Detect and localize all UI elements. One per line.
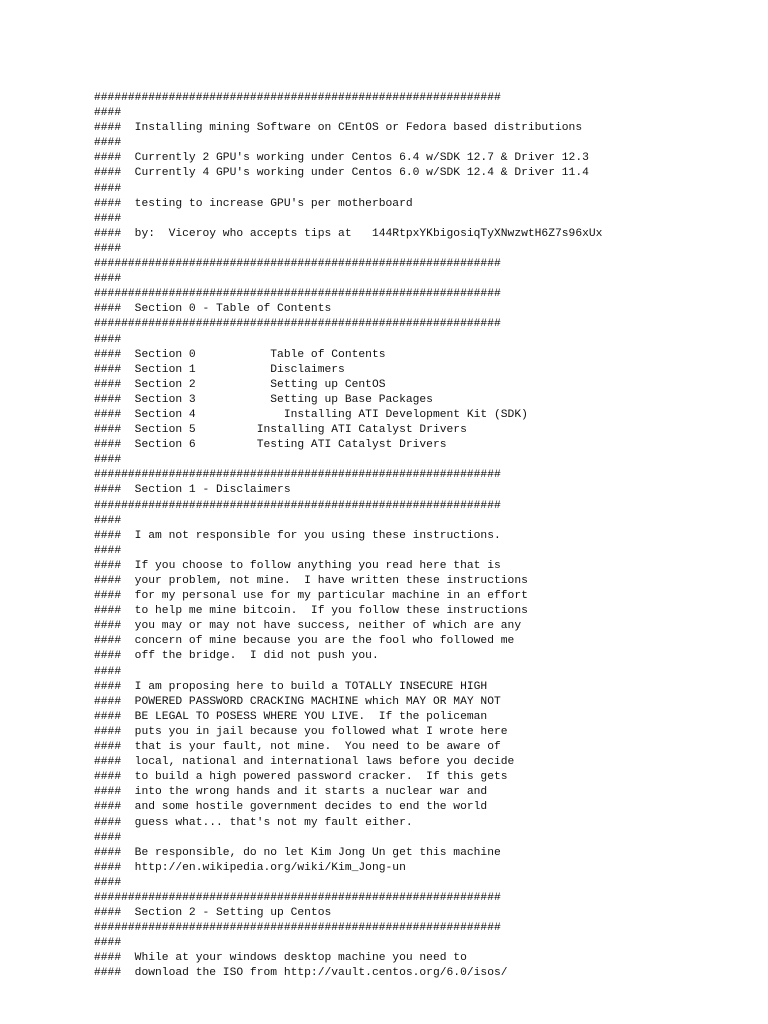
text-line: #### BE LEGAL TO POSESS WHERE YOU LIVE. If the policeman	[94, 710, 488, 723]
text-line: ####	[94, 273, 122, 286]
text-line: #### guess what... that's not my fault either.	[94, 816, 413, 829]
text-line: ####	[94, 665, 122, 678]
text-line: #### concern of mine because you are the fool who followed me	[94, 635, 515, 648]
text-line: ############################################################	[94, 258, 501, 271]
text-line: ############################################################	[94, 318, 501, 331]
text-line: #### local, national and international laws before you decide	[94, 756, 515, 769]
toc-entry: #### Section 3 Setting up Base Packages	[94, 393, 433, 406]
text-line: #### that is your fault, not mine. You need to be aware of	[94, 741, 501, 754]
text-line: #### off the bridge. I did not push you.	[94, 650, 379, 663]
text-line: ####	[94, 242, 122, 255]
text-line: ############################################################	[94, 922, 501, 935]
section-heading: #### Section 0 - Table of Contents	[94, 303, 332, 316]
toc-entry: #### Section 4 Installing ATI Development Kit (SDK)	[94, 408, 528, 421]
toc-entry: #### Section 1 Disclaimers	[94, 363, 345, 376]
text-line: #### you may or may not have success, neither of which are any	[94, 620, 522, 633]
text-line: #### Be responsible, do no let Kim Jong Un get this machine	[94, 846, 501, 859]
text-line: ####	[94, 107, 122, 120]
text-line: #### I am proposing here to build a TOTALLY INSECURE HIGH	[94, 680, 488, 693]
text-line: #### your problem, not mine. I have written these instructions	[94, 575, 528, 587]
text-line: #### and some hostile government decides to end the world	[94, 801, 488, 814]
text-line: ####	[94, 212, 122, 225]
text-line: #### If you choose to follow anything you read here that is	[94, 559, 501, 572]
text-line: #### puts you in jail because you followed what I wrote here	[94, 725, 508, 738]
text-line: ####	[94, 831, 122, 844]
text-line: #### Installing mining Software on CEntOS or Fedora based distributions	[94, 122, 583, 135]
text-line: #### testing to increase GPU's per motherboard	[94, 197, 413, 210]
text-line: #### While at your windows desktop machine you need to	[94, 952, 467, 965]
text-line: #### by: Viceroy who accepts tips at 144RtpxYKbigosiqTyXNwzwtH6Z7s96xUx	[94, 227, 603, 240]
section-heading: #### Section 2 - Setting up Centos	[94, 907, 332, 920]
text-line: #### I am not responsible for you using these instructions.	[94, 529, 501, 542]
toc-entry: #### Section 0 Table of Contents	[94, 348, 386, 361]
text-line: #### to build a high powered password cracker. If this gets	[94, 771, 508, 784]
text-line: #### download the ISO from http://vault.centos.org/6.0/isos/	[94, 967, 508, 980]
text-line: #### for my personal use for my particular machine in an effort	[94, 590, 528, 603]
text-line: ####	[94, 544, 122, 557]
text-line: #### Currently 4 GPU's working under Centos 6.0 w/SDK 12.4 & Driver 11.4	[94, 167, 589, 180]
text-line: ####	[94, 454, 122, 467]
text-line: ####	[94, 182, 122, 195]
text-line: ####	[94, 514, 122, 527]
text-line: ############################################################	[94, 288, 501, 301]
text-line: ############################################################	[94, 469, 501, 482]
text-line: ############################################################	[94, 499, 501, 512]
toc-entry: #### Section 2 Setting up CentOS	[94, 378, 386, 391]
text-line: ############################################################	[94, 92, 501, 104]
text-line: ####	[94, 333, 122, 346]
text-line: #### Currently 2 GPU's working under Centos 6.4 w/SDK 12.7 & Driver 12.3	[94, 152, 589, 165]
text-line: ############################################################	[94, 891, 501, 904]
text-line: #### into the wrong hands and it starts a nuclear war and	[94, 786, 488, 799]
text-line: ####	[94, 137, 122, 150]
text-line: #### POWERED PASSWORD CRACKING MACHINE which MAY OR MAY NOT	[94, 695, 501, 708]
text-line: #### to help me mine bitcoin. If you follow these instructions	[94, 605, 528, 618]
document-page	[94, 91, 754, 982]
text-line: ####	[94, 937, 122, 950]
text-line: ####	[94, 876, 122, 889]
toc-entry: #### Section 6 Testing ATI Catalyst Drivers	[94, 439, 447, 452]
toc-entry: #### Section 5 Installing ATI Catalyst Drivers	[94, 424, 467, 437]
section-heading: #### Section 1 - Disclaimers	[94, 484, 291, 497]
text-line: #### http://en.wikipedia.org/wiki/Kim_Jong-un	[94, 861, 406, 874]
